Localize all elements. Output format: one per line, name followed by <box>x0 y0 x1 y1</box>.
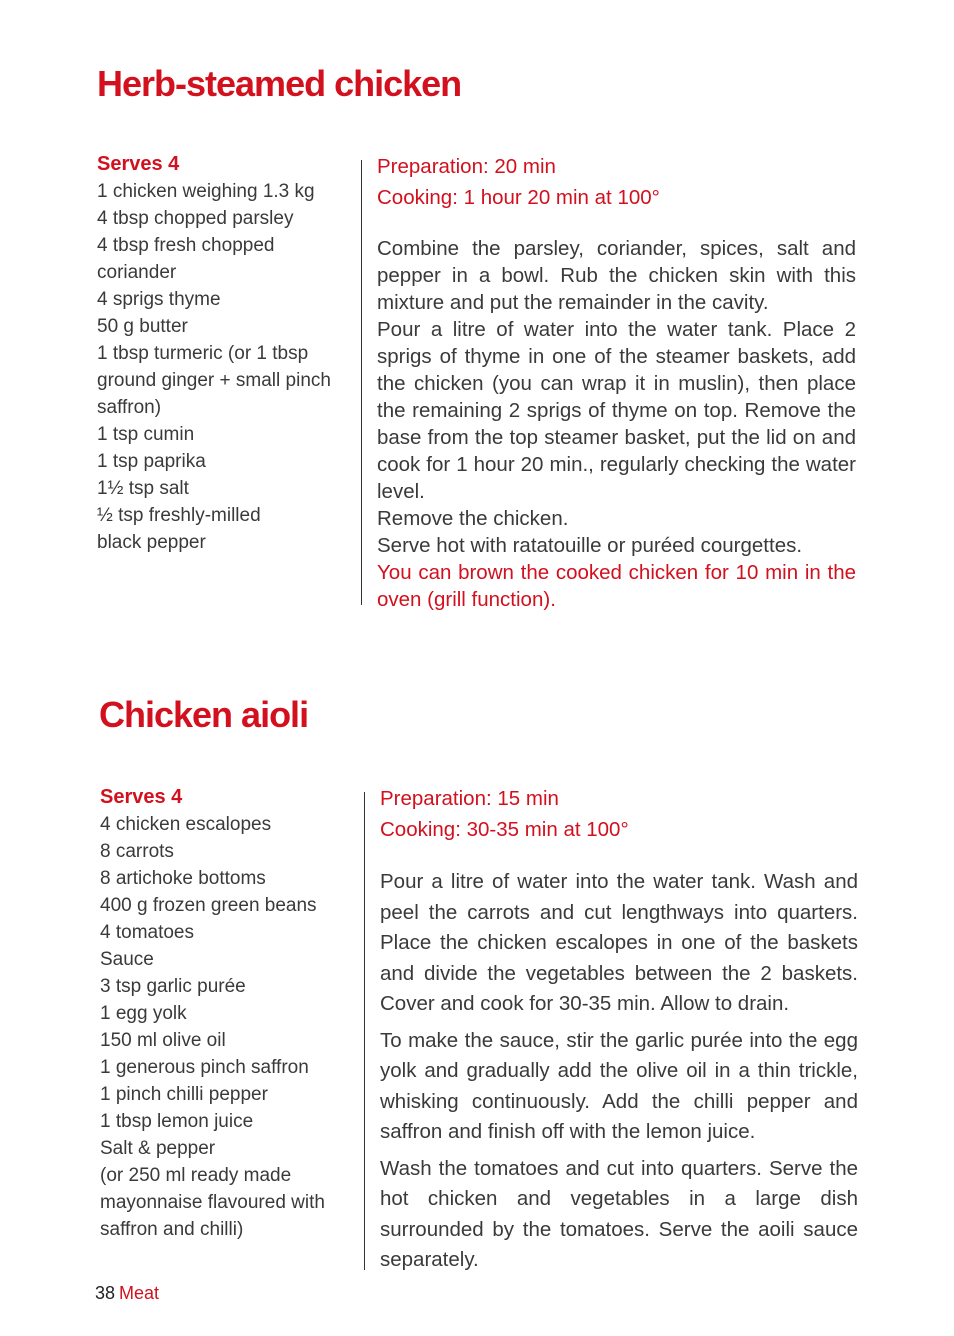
ingredient-item: ½ tsp freshly-milled black pepper <box>97 505 261 553</box>
ingredients-list <box>97 151 347 556</box>
ingredient-item: Salt & pepper <box>100 1138 216 1159</box>
recipe-title: Chicken aioli <box>99 694 309 735</box>
ingredient-item: 1 pinch chilli pepper <box>100 1084 268 1105</box>
ingredient-item: 150 ml olive oil <box>100 1030 226 1051</box>
ingredient-item: 1 tbsp turmeric (or 1 tbsp ground ginger + small pinch saffron) <box>97 343 331 418</box>
method-paragraph: Pour a litre of water into the water tank. Place 2 sprigs of thyme in one of the steamer baskets, add the chicken (you can wrap it in muslin), then place the remaining 2 sprigs of thyme on top. Remove the base from the top steamer basket, put the lid on and cook for 1 hour 20 min., regularly checking the water level. <box>377 318 856 503</box>
page-footer <box>95 1283 159 1304</box>
method-paragraph: Remove the chicken. <box>377 507 569 530</box>
cooking-time: Cooking: 30-35 min at 100° <box>380 818 629 841</box>
page-number: 38 <box>95 1283 116 1303</box>
method-paragraph: Wash the tomatoes and cut into quarters. Serve the hot chicken and vegetables in a large dish surrounded by the tomatoes. Serve the aoili sauce separately. <box>380 1156 858 1271</box>
ingredient-item: (or 250 ml ready made mayonnaise flavoured with saffron and chilli) <box>100 1165 325 1240</box>
method-paragraph: Pour a litre of water into the water tank. Wash and peel the carrots and cut lengthways into quarters. Place the chicken escalopes in one of the baskets and divide the vegetables between the 2 baskets. Cover and cook for 30-35 min. Allow to drain. <box>380 870 858 1015</box>
ingredient-item: 4 sprigs thyme <box>97 289 221 310</box>
ingredient-item: 4 chicken escalopes <box>100 814 272 835</box>
column-divider <box>361 160 362 605</box>
serves-label: Serves 4 <box>100 786 183 808</box>
method-text <box>380 783 858 1282</box>
ingredients-list <box>100 784 350 1243</box>
ingredient-item: 4 tomatoes <box>100 922 194 943</box>
ingredient-item: 8 artichoke bottoms <box>100 868 266 889</box>
ingredient-item: Sauce <box>100 949 154 970</box>
ingredient-item: 1 tsp cumin <box>97 424 195 445</box>
ingredient-item: 1 tbsp lemon juice <box>100 1111 254 1132</box>
ingredient-item: 1 generous pinch saffron <box>100 1057 309 1078</box>
ingredient-item: 1 egg yolk <box>100 1003 187 1024</box>
method-paragraph: Serve hot with ratatouille or puréed courgettes. <box>377 534 803 557</box>
ingredient-item: 3 tsp garlic purée <box>100 976 246 997</box>
ingredient-item: 8 carrots <box>100 841 174 862</box>
section-name: Meat <box>119 1283 160 1303</box>
serves-label: Serves 4 <box>97 153 180 175</box>
ingredient-item: 50 g butter <box>97 316 188 337</box>
ingredient-item: 4 tbsp chopped parsley <box>97 208 294 229</box>
ingredient-item: 4 tbsp fresh chopped coriander <box>97 235 275 283</box>
method-text <box>377 151 856 613</box>
ingredient-item: 1 tsp paprika <box>97 451 206 472</box>
preparation-time: Preparation: 20 min <box>377 155 556 178</box>
ingredient-item: 1½ tsp salt <box>97 478 189 499</box>
method-paragraph: To make the sauce, stir the garlic purée into the egg yolk and gradually add the olive oil in a thin trickle, whisking continuously. Add the chilli pepper and saffron and finish off with the lemon juice. <box>380 1028 858 1143</box>
ingredient-item: 400 g frozen green beans <box>100 895 317 916</box>
preparation-time: Preparation: 15 min <box>380 787 559 810</box>
method-paragraph: Combine the parsley, coriander, spices, salt and pepper in a bowl. Rub the chicken skin with this mixture and put the remainder in the cavity. <box>377 237 856 314</box>
recipe-title: Herb-steamed chicken <box>97 63 462 104</box>
column-divider <box>364 792 365 1270</box>
tip-text: You can brown the cooked chicken for 10 min in the oven (grill function). <box>377 561 856 611</box>
ingredient-item: 1 chicken weighing 1.3 kg <box>97 181 315 202</box>
cooking-time: Cooking: 1 hour 20 min at 100° <box>377 186 660 209</box>
